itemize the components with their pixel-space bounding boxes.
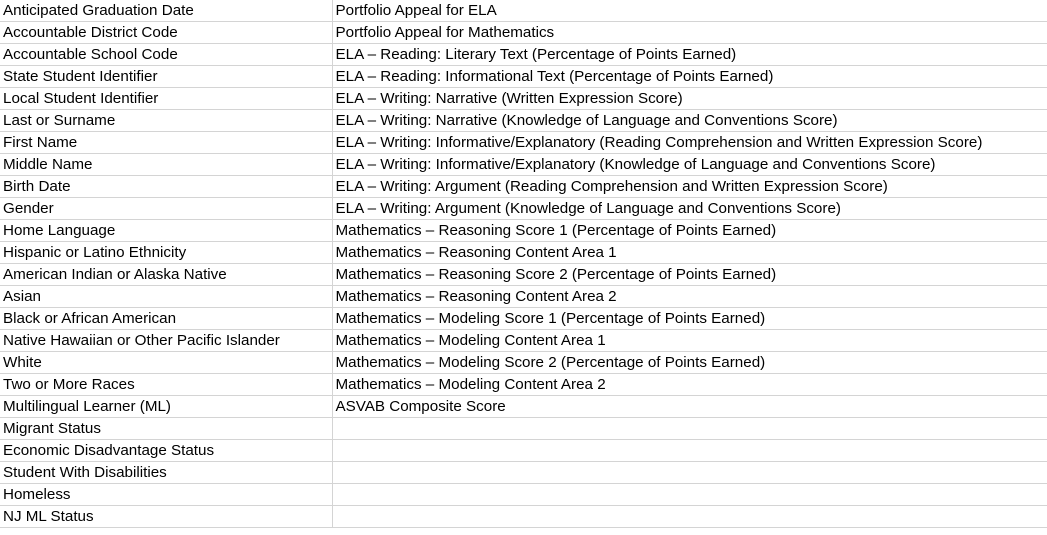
table-row: [0, 396, 1047, 418]
cell-a[interactable]: First Name: [0, 132, 332, 154]
cell-b[interactable]: ASVAB Composite Score: [332, 396, 1047, 418]
cell-a[interactable]: Student With Disabilities: [0, 462, 332, 484]
cell-b[interactable]: Mathematics – Modeling Score 1 (Percentage of Points Earned): [332, 308, 1047, 330]
table-row: [0, 418, 1047, 440]
cell-a[interactable]: American Indian or Alaska Native: [0, 264, 332, 286]
cell-a[interactable]: NJ ML Status: [0, 506, 332, 528]
table-row: [0, 506, 1047, 528]
cell-a[interactable]: State Student Identifier: [0, 66, 332, 88]
cell-a[interactable]: Local Student Identifier: [0, 88, 332, 110]
table-row: [0, 176, 1047, 198]
cell-b[interactable]: ELA – Reading: Literary Text (Percentage of Points Earned): [332, 44, 1047, 66]
cell-b[interactable]: Mathematics – Reasoning Content Area 2: [332, 286, 1047, 308]
cell-b[interactable]: [332, 440, 1047, 462]
cell-a[interactable]: Hispanic or Latino Ethnicity: [0, 242, 332, 264]
table-row: [0, 44, 1047, 66]
cell-b[interactable]: ELA – Writing: Informative/Explanatory (Knowledge of Language and Conventions Score): [332, 154, 1047, 176]
cell-a[interactable]: Home Language: [0, 220, 332, 242]
table-row: [0, 462, 1047, 484]
cell-b[interactable]: Mathematics – Modeling Content Area 1: [332, 330, 1047, 352]
cell-b[interactable]: ELA – Writing: Argument (Reading Comprehension and Written Expression Score): [332, 176, 1047, 198]
cell-b[interactable]: ELA – Writing: Informative/Explanatory (Reading Comprehension and Written Expression Score): [332, 132, 1047, 154]
cell-a[interactable]: Homeless: [0, 484, 332, 506]
cell-a[interactable]: Accountable District Code: [0, 22, 332, 44]
table-row: [0, 286, 1047, 308]
cell-b[interactable]: [332, 418, 1047, 440]
cell-b[interactable]: Mathematics – Reasoning Content Area 1: [332, 242, 1047, 264]
table-row: [0, 154, 1047, 176]
table-row: [0, 132, 1047, 154]
cell-b[interactable]: [332, 484, 1047, 506]
cell-a[interactable]: Birth Date: [0, 176, 332, 198]
cell-a[interactable]: Middle Name: [0, 154, 332, 176]
table-row: [0, 264, 1047, 286]
table-row: [0, 330, 1047, 352]
cell-b[interactable]: ELA – Writing: Narrative (Written Expression Score): [332, 88, 1047, 110]
cell-b[interactable]: Mathematics – Reasoning Score 1 (Percentage of Points Earned): [332, 220, 1047, 242]
table-row: [0, 66, 1047, 88]
cell-a[interactable]: White: [0, 352, 332, 374]
table-row: [0, 0, 1047, 22]
cell-b[interactable]: Portfolio Appeal for ELA: [332, 0, 1047, 22]
cell-a[interactable]: Gender: [0, 198, 332, 220]
cell-a[interactable]: Multilingual Learner (ML): [0, 396, 332, 418]
table-row: [0, 308, 1047, 330]
cell-a[interactable]: Asian: [0, 286, 332, 308]
cell-b[interactable]: ELA – Writing: Narrative (Knowledge of Language and Conventions Score): [332, 110, 1047, 132]
table-row: [0, 110, 1047, 132]
table-row: [0, 484, 1047, 506]
cell-a[interactable]: Economic Disadvantage Status: [0, 440, 332, 462]
cell-b[interactable]: [332, 462, 1047, 484]
cell-b[interactable]: Portfolio Appeal for Mathematics: [332, 22, 1047, 44]
table-row: [0, 440, 1047, 462]
cell-a[interactable]: Two or More Races: [0, 374, 332, 396]
table-row: [0, 374, 1047, 396]
cell-b[interactable]: ELA – Writing: Argument (Knowledge of Language and Conventions Score): [332, 198, 1047, 220]
cell-a[interactable]: Migrant Status: [0, 418, 332, 440]
cell-a[interactable]: Black or African American: [0, 308, 332, 330]
cell-a[interactable]: Anticipated Graduation Date: [0, 0, 332, 22]
cell-b[interactable]: Mathematics – Modeling Content Area 2: [332, 374, 1047, 396]
table-row: [0, 352, 1047, 374]
cell-b[interactable]: [332, 506, 1047, 528]
table-row: [0, 88, 1047, 110]
cell-a[interactable]: Native Hawaiian or Other Pacific Islander: [0, 330, 332, 352]
table-row: [0, 198, 1047, 220]
table-row: [0, 242, 1047, 264]
cell-a[interactable]: Last or Surname: [0, 110, 332, 132]
cell-b[interactable]: Mathematics – Modeling Score 2 (Percentage of Points Earned): [332, 352, 1047, 374]
cell-b[interactable]: ELA – Reading: Informational Text (Percentage of Points Earned): [332, 66, 1047, 88]
table-row: [0, 220, 1047, 242]
cell-b[interactable]: Mathematics – Reasoning Score 2 (Percentage of Points Earned): [332, 264, 1047, 286]
table-row: [0, 22, 1047, 44]
cell-a[interactable]: Accountable School Code: [0, 44, 332, 66]
